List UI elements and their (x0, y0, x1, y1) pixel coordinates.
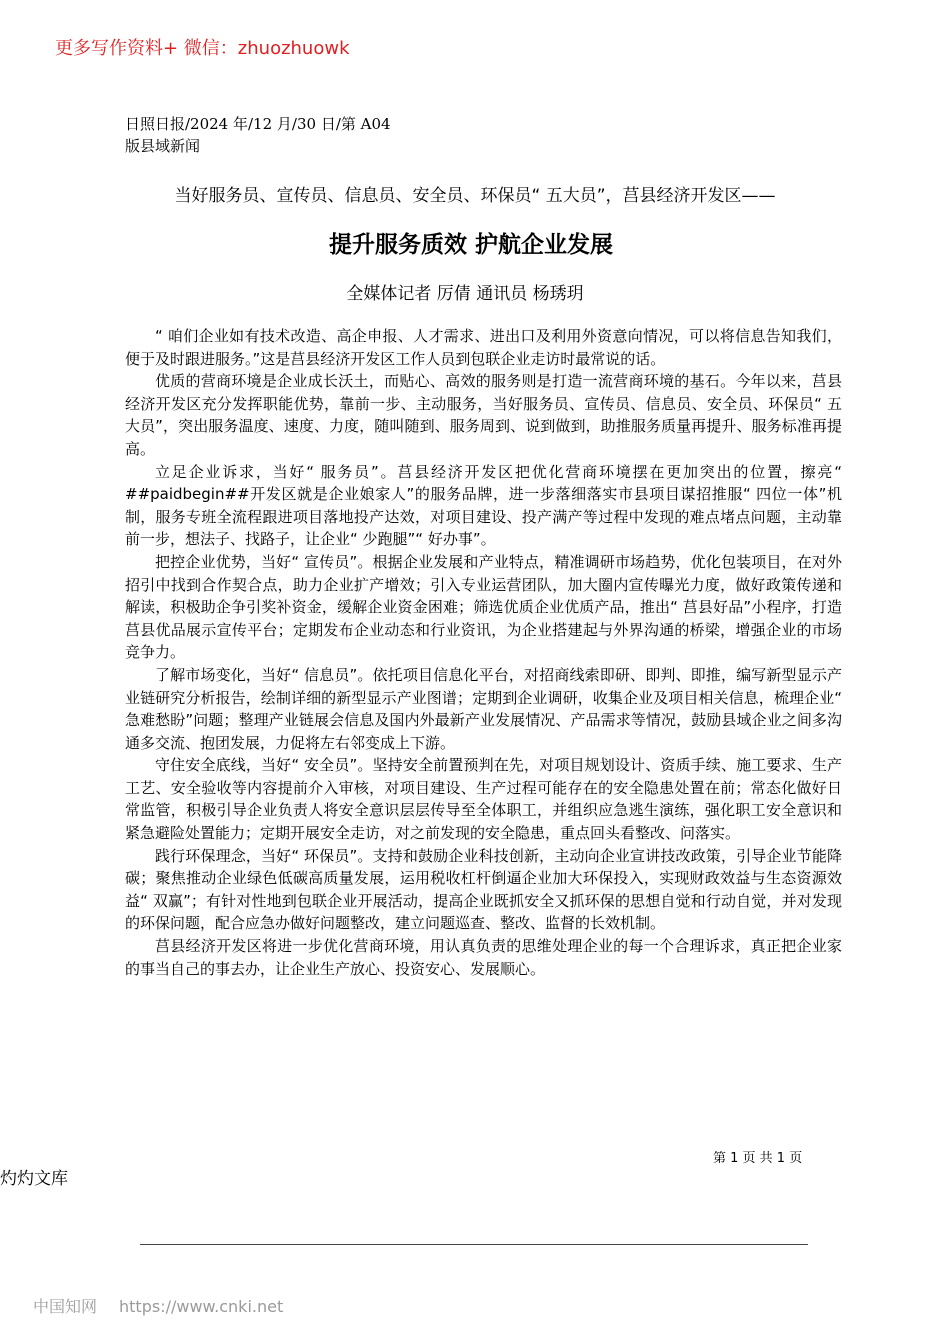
article-title: 提升服务质效 护航企业发展 (328, 232, 613, 258)
article-body (125, 325, 842, 980)
library-label: 灼灼文库 (0, 1169, 68, 1189)
paragraph: 把控企业优势，当好“ 宣传员”。根据企业发展和产业特点，精准调研市场趋势，优化包装项目，在对外招引中找到合作契合点，助力企业扩产增效；引入专业运营团队，加大圈内宣传曝光力度，做好政策传递和解读，积极助企争引奖补资金，缓解企业资金困难；筛选优质企业优质产品，推出“ 莒县好品”小程序，打造莒县优品展示宣传平台；定期发布企业动态和行业资讯，为企业搭建起与外界沟通的桥梁，增强企业的市场竞争力。 (125, 552, 842, 662)
article-byline: 全媒体记者 厉倩 通讯员 杨琇玥 (346, 284, 584, 304)
footer-divider (140, 1244, 808, 1245)
footer-watermark (33, 1294, 283, 1317)
footer-site-name: 中国知网 (33, 1297, 98, 1316)
paragraph: 践行环保理念，当好“ 环保员”。支持和鼓励企业科技创新，主动向企业宣讲技改政策，引导企业节能降碳；聚焦推动企业绿色低碳高质量发展，运用税收杠杆倒逼企业加大环保投入，实现财政效益与生态资源效益“ 双赢”；有针对性地到包联企业开展活动，提高企业既抓安全又抓环保的思想自觉和行动自觉，并对发现的环保问题，配合应急办做好问题整改，建立问题巡查、整改、监督的长效机制。 (125, 846, 842, 933)
paragraph: 守住安全底线，当好“ 安全员”。坚持安全前置预判在先，对项目规划设计、资质手续、施工要求、生产工艺、安全验收等内容提前介入审核，对项目建设、生产过程可能存在的安全隐患处置在前；常态化做好日常监管，积极引导企业负责人将安全意识层层传导至全体职工，并组织应急逃生演练，强化职工安全意识和紧急避险处置能力；定期开展安全走访，对之前发现的安全隐患，重点回头看整改、问落实。 (125, 756, 842, 843)
source-line-2: 版县域新闻 (125, 137, 201, 155)
paragraph: 立足企业诉求，当好“ 服务员”。莒县经济开发区把优化营商环境摆在更加突出的位置，擦亮“ ##paidbegin##开发区就是企业娘家人”的服务品牌，进一步落细落实市县项目谋招推服“ 四位一体”机制，服务专班全流程跟进项目落地投产达效，对项目建设、投产满产等过程中发现的难点堵点问题，主动靠前一步，想法子、找路子，让企业“ 少跑腿”“ 好办事”。 (125, 462, 842, 549)
article-subtitle: 当好服务员、宣传员、信息员、安全员、环保员“ 五大员”，莒县经济开发区—— (174, 186, 776, 206)
promo-banner: 更多写作资料+ 微信：zhuozhuowk (55, 38, 350, 59)
paragraph: “ 咱们企业如有技术改造、高企申报、人才需求、进出口及利用外资意向情况，可以将信息告知我们，便于及时跟进服务。”这是莒县经济开发区工作人员到包联企业走访时最常说的话。 (125, 327, 842, 368)
paragraph: 了解市场变化，当好“ 信息员”。依托项目信息化平台，对招商线索即研、即判、即推，编写新型显示产业链研究分析报告，绘制详细的新型显示产业图谱；定期到企业调研，收集企业及项目相关信息，梳理企业“ 急难愁盼”问题；整理产业链展会信息及国内外最新产业发展情况、产品需求等情况，鼓励县域企业之间多沟通多交流、抱团发展，力促将左右邻变成上下游。 (125, 665, 842, 752)
source-line-1: 日照日报/2024 年/12 月/30 日/第 A04 (125, 115, 391, 133)
paragraph: 莒县经济开发区将进一步优化营商环境，用认真负责的思维处理企业的每一个合理诉求，真正把企业家的事当自己的事去办，让企业生产放心、投资安心、发展顺心。 (125, 937, 842, 978)
paragraph: 优质的营商环境是企业成长沃土，而贴心、高效的服务则是打造一流营商环境的基石。今年以来，莒县经济开发区充分发挥职能优势，靠前一步、主动服务，当好服务员、宣传员、信息员、安全员、环保员“ 五大员”，突出服务温度、速度、力度，随叫随到、服务周到、说到做到，助推服务质量再提升、服务标准再提高。 (125, 372, 842, 458)
source-info (125, 113, 391, 157)
page-indicator: 第 1 页 共 1 页 (713, 1151, 803, 1166)
footer-url: https://www.cnki.net (119, 1297, 284, 1316)
